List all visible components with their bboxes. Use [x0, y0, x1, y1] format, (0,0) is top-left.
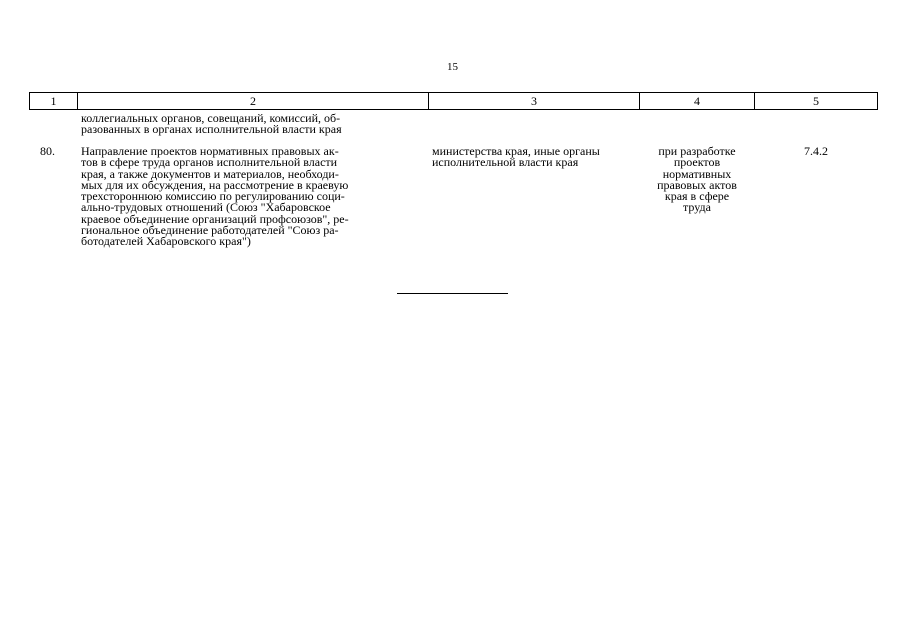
column-header-table — [29, 92, 878, 110]
page-number: 15 — [447, 61, 458, 73]
row-executors: министерства края, иные органы исполнительной власти края — [432, 144, 600, 170]
row-description: Направление проектов нормативных правовых ак- тов в сфере труда органов исполнительной власти края, а также документов и материалов, необходи- мых для их обсуждения, на рассмотрение в краевую трехстороннюю комиссию по регулированию соци- ально-трудовых отношений (Союз "Хабаровское краевое объединение организаций профсоюзов", ре- гиональное объединение работодателей "Союз ра- ботодателей Хабаровского края") — [81, 144, 349, 249]
column-header-2: 2 — [78, 93, 429, 110]
column-header-4: 4 — [640, 93, 755, 110]
row-term: при разработке проектов нормативных правовых актов края в сфере труда — [657, 144, 737, 215]
row-number: 80. — [40, 144, 55, 158]
footer-rule — [397, 293, 508, 294]
row-reference: 7.4.2 — [804, 144, 828, 158]
column-header-3: 3 — [429, 93, 640, 110]
continued-row-text: коллегиальных органов, совещаний, комиссий, об- разованных в органах исполнительной власти края — [81, 111, 342, 137]
column-header-5: 5 — [755, 93, 878, 110]
column-header-1: 1 — [30, 93, 78, 110]
column-header-row — [30, 93, 878, 110]
